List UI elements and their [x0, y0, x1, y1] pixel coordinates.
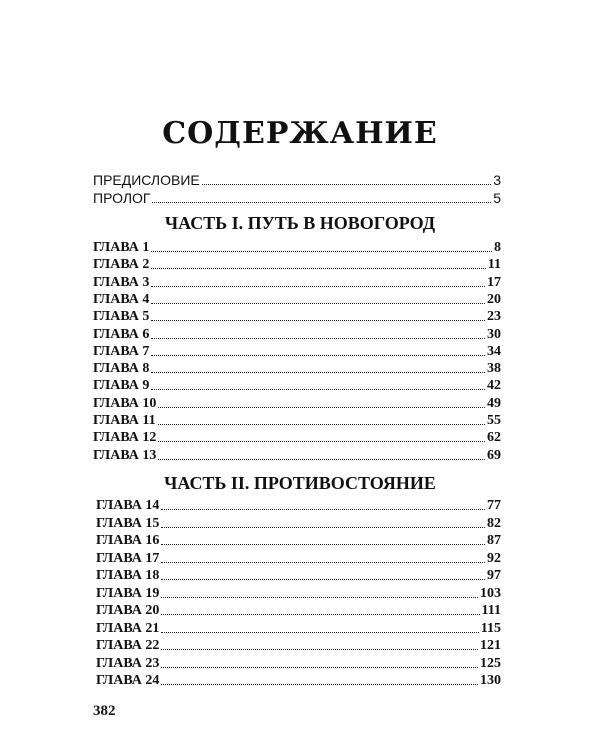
entry-page: 11: [487, 257, 501, 273]
toc-entry-chapter: [93, 377, 501, 394]
entry-page: 17: [487, 274, 501, 290]
entry-label: ГЛАВА 4: [93, 291, 150, 307]
entry-label: ГЛАВА 24: [96, 673, 160, 688]
entry-page: 5: [493, 190, 501, 206]
dot-leader: [161, 509, 485, 510]
dot-leader: [158, 407, 485, 408]
entry-page: 42: [487, 378, 501, 394]
entry-page: 20: [487, 291, 501, 307]
entry-page: 125: [480, 655, 501, 671]
entry-page: 34: [487, 343, 501, 359]
entry-page: 130: [480, 673, 501, 688]
entry-label: ГЛАВА 8: [93, 361, 150, 377]
entry-page: 69: [487, 447, 501, 463]
dot-leader: [202, 184, 491, 185]
entry-page: 3: [493, 172, 501, 188]
toc-entry-chapter: [96, 532, 501, 549]
entry-label: ГЛАВА 6: [93, 326, 150, 342]
dot-leader: [151, 268, 485, 269]
entry-page: 111: [481, 603, 501, 618]
toc-entry-prologue: [93, 190, 501, 207]
toc-entry-chapter: [93, 447, 501, 464]
toc-entry-chapter: [96, 672, 501, 689]
entry-label: ГЛАВА 15: [96, 515, 160, 531]
entry-page: 115: [480, 620, 501, 636]
entry-label: ГЛАВА 16: [96, 533, 160, 548]
dot-leader: [161, 527, 485, 528]
entry-page: 97: [487, 568, 501, 583]
toc-entry-chapter: [96, 515, 501, 532]
toc-entry-chapter: [96, 567, 501, 584]
dot-leader: [158, 441, 485, 442]
dot-leader: [151, 389, 485, 390]
toc-entry-chapter: [93, 291, 501, 308]
entry-label: ГЛАВА 23: [96, 655, 160, 671]
entry-page: 92: [487, 550, 501, 566]
entry-label: ГЛАВА 21: [96, 620, 160, 636]
dot-leader: [161, 667, 478, 668]
toc-entry-chapter: [93, 412, 501, 429]
entry-label: ГЛАВА 18: [96, 568, 160, 583]
page-number: 382: [93, 703, 116, 719]
toc-entry-chapter: [96, 655, 501, 672]
entry-page: 55: [487, 413, 501, 428]
dot-leader: [161, 614, 479, 615]
entry-page: 23: [487, 309, 501, 325]
toc-entry-chapter: [96, 620, 501, 637]
dot-leader: [152, 202, 491, 203]
dot-leader: [151, 286, 485, 287]
part-heading: ЧАСТЬ II. ПРОТИВОСТОЯНИЕ: [164, 473, 436, 493]
toc-entry-chapter: [93, 395, 501, 412]
entry-page: 121: [480, 638, 501, 653]
dot-leader: [151, 320, 485, 321]
dot-leader: [151, 338, 485, 339]
dot-leader: [151, 355, 485, 356]
entry-label: ГЛАВА 20: [96, 603, 160, 618]
dot-leader: [161, 684, 478, 685]
entry-page: 49: [487, 395, 501, 411]
dot-leader: [151, 251, 492, 252]
entry-label: ПРЕДИСЛОВИЕ: [93, 172, 200, 188]
entry-page: 38: [487, 361, 501, 377]
entry-label: ГЛАВА 17: [96, 550, 160, 566]
entry-label: ГЛАВА 3: [93, 274, 150, 290]
entry-label: ГЛАВА 2: [93, 257, 150, 273]
toc-entry-chapter: [93, 360, 501, 377]
part-heading: ЧАСТЬ I. ПУТЬ В НОВОГОРОД: [164, 213, 436, 233]
toc-entry-chapter: [96, 585, 501, 602]
entry-label: ГЛАВА 13: [93, 447, 157, 463]
dot-leader: [151, 303, 485, 304]
entry-label: ГЛАВА 11: [93, 413, 156, 428]
toc-entry-chapter: [96, 602, 501, 619]
entry-label: ГЛАВА 1: [93, 240, 150, 255]
entry-page: 77: [487, 498, 501, 513]
entry-page: 62: [487, 430, 501, 446]
dot-leader: [158, 424, 485, 425]
toc-entry-chapter: [93, 308, 501, 325]
toc-entry-chapter: [93, 343, 501, 360]
entry-label: ГЛАВА 5: [93, 309, 150, 325]
toc-entry-preface: [93, 172, 501, 189]
dot-leader: [161, 632, 478, 633]
dot-leader: [161, 579, 485, 580]
dot-leader: [161, 562, 485, 563]
entry-page: 30: [487, 326, 501, 342]
dot-leader: [161, 544, 485, 545]
entry-label: ГЛАВА 12: [93, 430, 157, 446]
toc-entry-chapter: [93, 326, 501, 343]
entry-page: 82: [487, 515, 501, 531]
page-title: СОДЕРЖАНИЕ: [162, 116, 438, 151]
entry-label: ГЛАВА 7: [93, 343, 150, 359]
dot-leader: [161, 649, 478, 650]
entry-label: ГЛАВА 9: [93, 378, 150, 394]
toc-entry-chapter: [93, 274, 501, 291]
toc-entry-chapter: [93, 239, 501, 256]
entry-label: ПРОЛОГ: [93, 190, 151, 206]
entry-label: ГЛАВА 19: [96, 585, 160, 601]
dot-leader: [158, 459, 485, 460]
toc-entry-chapter: [93, 429, 501, 446]
entry-label: ГЛАВА 14: [96, 498, 160, 513]
entry-label: ГЛАВА 10: [93, 395, 157, 411]
dot-leader: [151, 372, 485, 373]
dot-leader: [161, 597, 478, 598]
toc-entry-chapter: [96, 637, 501, 654]
entry-page: 8: [494, 240, 501, 255]
entry-label: ГЛАВА 22: [96, 638, 160, 653]
toc-entry-chapter: [96, 550, 501, 567]
entry-page: 103: [480, 585, 501, 601]
entry-page: 87: [487, 533, 501, 548]
toc-entry-chapter: [93, 256, 501, 273]
toc-entry-chapter: [96, 497, 501, 514]
